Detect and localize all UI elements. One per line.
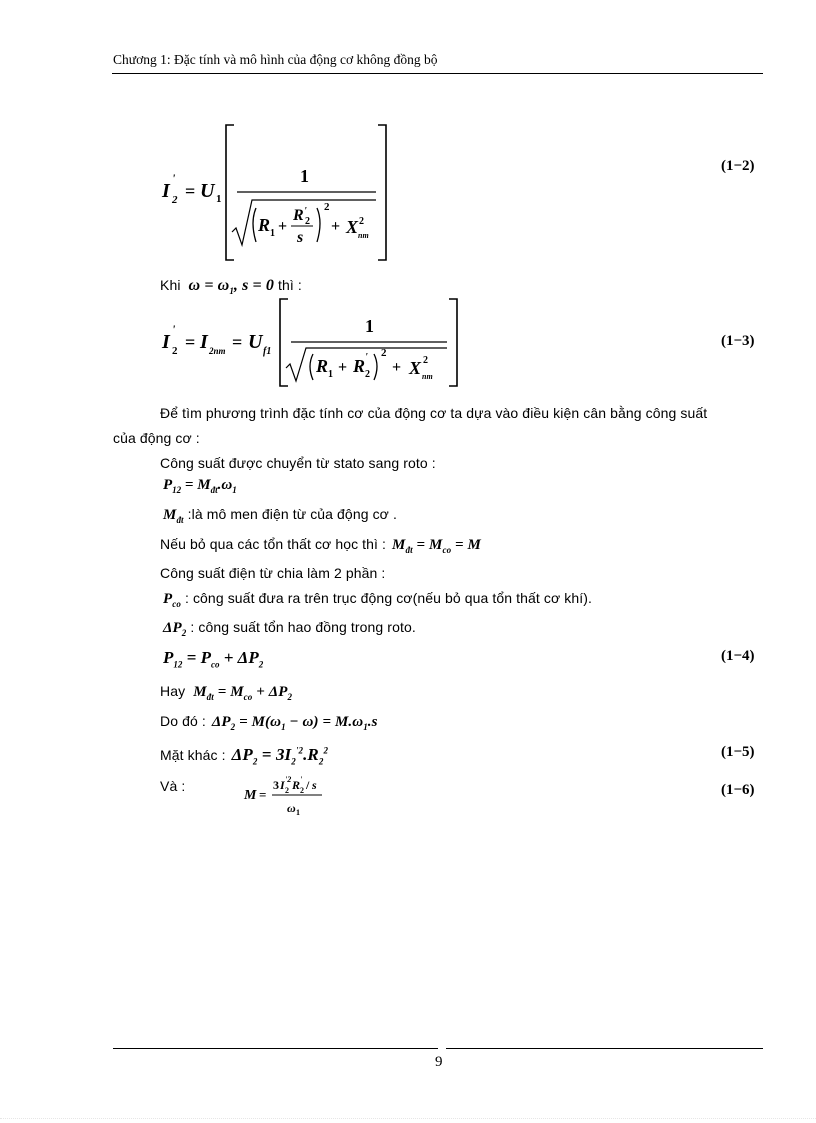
- khi-condition: $\omega = \omega_1$, s = 0: [188, 277, 274, 297]
- svg-text:1: 1: [270, 228, 275, 239]
- svg-text:I: I: [280, 778, 285, 792]
- equation-number-1-3: (1−3): [721, 333, 755, 349]
- svg-text:': ': [172, 322, 176, 336]
- svg-text:I: I: [200, 331, 208, 353]
- svg-text:s: s: [312, 778, 317, 792]
- dp2-symbol: $\Delta P_2$: [163, 620, 187, 638]
- svg-text:2: 2: [359, 216, 364, 227]
- svg-text:3: 3: [273, 778, 279, 792]
- paragraph-line-2: của động cơ :: [113, 430, 200, 446]
- neu-equation: $M_{đt} = M_{co} = M$: [392, 537, 481, 555]
- hay-text: Hay: [160, 683, 186, 699]
- svg-text:R: R: [292, 778, 301, 792]
- svg-text:': ': [172, 171, 176, 185]
- svg-text:2: 2: [172, 345, 178, 357]
- matkhac-text: Mặt khác :: [160, 747, 226, 763]
- svg-text:+: +: [278, 218, 288, 235]
- svg-text:=: =: [259, 787, 267, 802]
- svg-text:+: +: [338, 359, 348, 376]
- svg-text:=: =: [185, 332, 196, 352]
- pco-line: [163, 590, 592, 609]
- equation-number-1-4: (1−4): [721, 648, 755, 664]
- svg-text:+: +: [392, 359, 402, 376]
- svg-text:2nm: 2nm: [209, 346, 226, 356]
- svg-text:': ': [304, 206, 307, 217]
- svg-text:U: U: [248, 331, 263, 353]
- svg-text:R: R: [293, 207, 304, 224]
- svg-text:2: 2: [285, 786, 289, 795]
- hay-line: [160, 683, 292, 702]
- svg-text:U: U: [200, 180, 215, 202]
- page-header-title: Chương 1: Đặc tính và mô hình của động cơ không đồng bộ: [113, 52, 438, 67]
- mdt-text: :là mô men điện từ của động cơ .: [187, 506, 397, 522]
- equation-number-1-2: (1−2): [721, 158, 755, 174]
- svg-text:1: 1: [365, 316, 374, 336]
- page-bottom-border: [0, 1118, 816, 1119]
- equation-1-2: [160, 120, 400, 270]
- svg-text:=: =: [232, 332, 243, 352]
- svg-text:2: 2: [305, 216, 310, 227]
- pco-text: : công suất đưa ra trên trục động cơ(nếu bỏ qua tổn thất cơ khí).: [184, 590, 592, 606]
- mdt-line: [163, 506, 397, 525]
- svg-text:R: R: [258, 215, 271, 235]
- svg-text:s: s: [297, 229, 304, 246]
- svg-text:M: M: [244, 788, 257, 803]
- svg-text:X: X: [409, 358, 422, 378]
- dp2-line: [163, 619, 416, 638]
- svg-text:ω: ω: [287, 801, 296, 815]
- svg-text:2: 2: [365, 369, 370, 380]
- hay-equation: $M_{đt} = M_{co} + \Delta P_2$: [193, 684, 293, 702]
- neu-text: Nếu bỏ qua các tổn thất cơ học thì :: [160, 536, 387, 552]
- va-text: Và :: [160, 778, 186, 794]
- svg-text:I: I: [162, 180, 170, 202]
- svg-text:/: /: [306, 778, 310, 792]
- equation-1-6: [242, 772, 342, 827]
- equation-number-1-6: (1−6): [721, 782, 755, 798]
- header-rule: [112, 73, 763, 74]
- svg-text:2: 2: [381, 347, 387, 359]
- khi-line: [160, 277, 302, 296]
- equation-1-3: [160, 296, 470, 396]
- svg-text:1: 1: [328, 369, 333, 380]
- svg-text:1: 1: [296, 808, 300, 817]
- svg-text:I: I: [162, 331, 170, 353]
- svg-text:R: R: [316, 356, 329, 376]
- equation-1-4: $P_{12} = P_{co} + \Delta P_2$: [163, 648, 264, 670]
- svg-text:2: 2: [324, 201, 330, 213]
- paragraph-line-1: Để tìm phương trình đặc tính cơ của động cơ ta dựa vào điều kiện cân bằng công suất: [160, 405, 708, 421]
- khi-suffix: thì :: [277, 277, 302, 293]
- dodo-equation: $\Delta P_2 = M(\omega_1 - \omega) = M.\omega_1.s$: [211, 714, 378, 732]
- svg-text:1: 1: [300, 166, 309, 186]
- svg-text:=: =: [185, 181, 196, 201]
- khi-prefix: Khi: [160, 277, 181, 293]
- neu-line: [160, 536, 481, 555]
- pco-symbol: $P_{co}$: [163, 591, 181, 609]
- footer-rule-left: [113, 1048, 438, 1049]
- dodo-text: Do đó :: [160, 713, 206, 729]
- svg-text:2: 2: [300, 786, 304, 795]
- svg-text:R: R: [353, 356, 366, 376]
- matkhac-line: [160, 745, 328, 766]
- footer-rule-right: [446, 1048, 763, 1049]
- svg-text:'2: '2: [285, 775, 292, 784]
- chia-line: Công suất điện từ chia làm 2 phần :: [160, 565, 386, 581]
- svg-text:2: 2: [172, 194, 178, 206]
- equation-number-1-5: (1−5): [721, 744, 755, 760]
- svg-text:X: X: [346, 217, 359, 237]
- svg-text:nm: nm: [358, 231, 369, 240]
- svg-text:2: 2: [423, 355, 428, 366]
- page-number: 9: [435, 1054, 443, 1070]
- svg-text:+: +: [331, 218, 341, 235]
- mdt-symbol: $M_{đt}$: [163, 507, 184, 525]
- svg-text:f1: f1: [263, 346, 272, 357]
- dodo-line: [160, 713, 378, 732]
- svg-text:': ': [365, 352, 368, 363]
- equation-1-5: $\Delta P_2 = 3I_2^{'2}.R_2^2$: [231, 745, 329, 767]
- dp2-text: : công suất tổn hao đồng trong roto.: [190, 619, 416, 635]
- svg-text:1: 1: [216, 193, 222, 205]
- p12-equation: $P_{12} = M_{đt}.\omega_1$: [163, 477, 237, 495]
- svg-text:': ': [300, 775, 303, 784]
- svg-text:nm: nm: [422, 372, 433, 381]
- transfer-line: Công suất được chuyển từ stato sang roto :: [160, 455, 436, 471]
